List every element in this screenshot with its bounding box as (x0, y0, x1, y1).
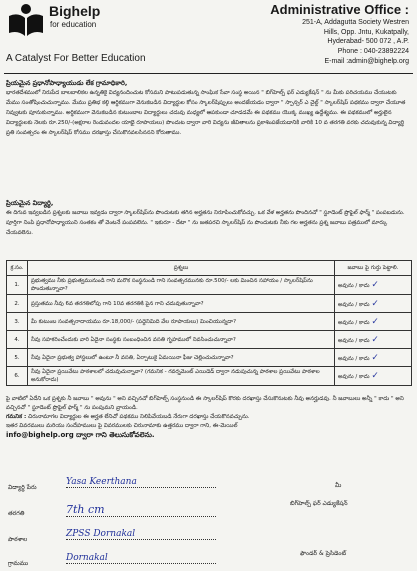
checkmark-icon: ✓ (371, 371, 379, 381)
brand-subtitle: for education (50, 20, 97, 29)
contact-email[interactable]: info@bighelp.org ద్వారా గాని తెలుసుకోవలెను. (6, 431, 155, 439)
eligibility-table (6, 260, 412, 386)
school-value[interactable]: ZPSS Dornakal (66, 529, 216, 540)
checkmark-icon: ✓ (371, 316, 379, 327)
row-number: 4. (7, 331, 28, 349)
bighelp-logo (6, 2, 46, 40)
signoff-label: మీ (335, 482, 342, 489)
no-option[interactable]: కాదు (359, 319, 370, 326)
intro-paragraph: భారతదేశములో నిరుపేద బాలబాలికల ఉన్నతికై విద్యనందించుట కోసమని పాటుపడుతున్న సాంఘిక సేవా సంస్థ అయిన " బిగ్‌హెల్ప్ ఫర్ ఎడ్యుకేషన్ " ను మీకు పరిచయము చేయుటకు మేము సంతోషించుచున్నాము. మేము ప్రతిభ కల్గి ఆర్థికముగా వెనుకబడిన విద్యార్థుల కోసం స్కాలర్‌షిప్పులు అందజేయడం ద్వారా " స్పాన్సర్ ఎ చైల్డ్ " స్కాలర్‌షిప్ పథకము ద్వారా చేయూత నివ్వుటకు పూనుకున్నాము. అర్థికముగా వెనుకబడిన కుటుంబాల విద్యార్థులు చదువు మధ్యలో ఆపకుండా చూడడమే ఈ పథకము యొక్క ముఖ్య ఉద్దేశ్యము. ఈ పథకములో అర్హులైన విద్యార్థులకు నెలకు రూ.250/-(అక్షరాల రెండువందల యాభై రూపాయలు) పొందుట ద్వారా వారి విద్యను జీవితాలను ప్రకాశింపజేయడానికి వారికి 10 వ తరగతి వరకు చదువుకున్న విద్యార్థి ప్రతి సంవత్సరం ఈ స్కాలర్‌షిప్ కోసము దరఖాస్తు చేసుకొనవలసిననని కోరుతాము. (6, 90, 406, 136)
yes-option[interactable]: అవును (338, 337, 354, 344)
question: ప్రస్తుతము నీవు 6వ తరగతిలోపు గాని 10వ తరగతికి పైన గాని చదువుతున్నావా? (28, 295, 335, 313)
yes-option[interactable]: అవును (338, 283, 354, 289)
yes-option[interactable]: అవును (338, 301, 354, 308)
question: నీవు సహకరించేందుకు వారి ఏదైనా సంస్థకు సంబంధించిన వసతి గృహములో నివసించుచున్నావా? (28, 331, 335, 349)
answer-cell[interactable]: అవును / కాదు ✓ (335, 295, 412, 313)
table-row (7, 276, 412, 295)
address-line: 251-A, Addagutta Society Westren (302, 19, 409, 26)
salutation-student: ప్రియమైన విద్యార్థి, (6, 199, 54, 207)
phone-line: Phone : 040-23892224 (337, 48, 409, 56)
col-questions: ప్రశ్నలు (28, 261, 335, 276)
answer-cell[interactable]: అవును / కాదు ✓ (335, 349, 412, 367)
student-section (6, 198, 411, 238)
answer-cell[interactable]: అవును / కాదు ✓ (335, 367, 412, 386)
office-address (209, 2, 409, 67)
no-option[interactable]: కాదు (359, 337, 370, 344)
no-option[interactable]: కాదు (359, 283, 370, 289)
checkmark-icon: ✓ (371, 334, 379, 345)
salutation-headmaster: ప్రియమైన ప్రధానోపాధ్యాయుడు లేక గ్రామాధికారి, (6, 79, 128, 87)
answer-cell[interactable]: అవును / కాదు ✓ (335, 313, 412, 331)
office-title: Administrative Office : (270, 2, 409, 17)
row-number: 6. (7, 367, 28, 386)
row-number: 1. (7, 276, 28, 295)
question: ప్రభుత్వము నీకు ప్రభుత్వమునుండి గాని మరొక సంస్థనుండి గాని సంవత్సరమునకు రూ.500/- లకు మించిన సహాయం / స్కాలర్‌షిప్‌ను పొందుతున్నావా? (28, 276, 335, 295)
yes-option[interactable]: అవును (338, 374, 354, 380)
student-name-label: విద్యార్థి పేరు (8, 484, 37, 491)
col-number: క్ర.సం. (7, 261, 28, 276)
note-text: చిరునామాగల విద్యార్థుల ఈ అర్హత లేనిచో పథకము నిలిపివేయబడి నేరుగా దరఖాస్తు చేయకొనవచ్చును. (28, 414, 250, 420)
yes-option[interactable]: అవును (338, 319, 354, 326)
address-line: Hills, Opp. Jntu, Kukatpally, (323, 28, 409, 36)
email-line: E-mail :admin@bighelp.org (324, 57, 409, 65)
checkmark-icon: ✓ (371, 298, 379, 309)
class-value[interactable]: 7th cm (66, 503, 216, 517)
question: మీ కుటుంబ సంవత్సరాదాయము రూ.18,000/- (పద్దెనిమిది వేల రూపాయలు) మించియున్నదా? (28, 313, 335, 331)
result-paragraph: పై వాటిలో ఏదేని ఒక ప్రశ్నకు నీ జవాబు " అవును " అని వచ్చినచో బిగ్‌హెల్ప్ సంస్థనుండి ఈ స్కాలర్‌షిప్ కొరకు దరఖాస్తు చేసుకొనుటకు నీవు అనర్హుడవు. నీ జవాబులు అన్నీ " కాదు " అని వచ్చినచో " స్టూడెంట్ ప్రొఫైల్ ఫార్మ్ " ను పంపుమని వ్రాయండి. (6, 396, 404, 411)
school-label: పాఠశాల (8, 536, 28, 543)
brand-name: Bighelp (49, 3, 101, 19)
founder-title: ఫౌండర్ & ప్రెసిడెంట్ (300, 550, 347, 557)
village-label: గ్రామము (8, 560, 29, 567)
no-option[interactable]: కాదు (359, 374, 370, 380)
tagline: A Catalyst For Better Education (6, 53, 146, 64)
checkmark-icon: ✓ (371, 280, 379, 290)
answer-cell[interactable]: అవును / కాదు ✓ (335, 331, 412, 349)
table-row (7, 313, 412, 331)
row-number: 5. (7, 349, 28, 367)
yes-option[interactable]: అవును (338, 355, 354, 362)
instruction-paragraph: ఈ దిగువ ఇవ్వబడిన ప్రశ్నలకు జవాబు ఇవ్వడం ద్వారా స్కాలర్‌షిప్‌ను పొందుటకు తగిన అర్హతను నిరూపించుకోవచ్చు. ఒక వేళ అర్హతను పొందినచో " స్టూడెంట్ ప్రొఫైల్ ఫార్మ్ " పంపబడును. పూర్తిగా నింపి ప్రధానోపాధ్యాయుని సంతకం తో వెంటనే పంపవలెను. " ఇకురూ - దేటా " ను జతపరచి స్కాలర్‌షిప్ ను పొందుటకు నీకు గల అర్హతను ప్రశ్న జవాబు పత్రములో మార్కు చేయవలెను. (6, 210, 405, 236)
row-number: 2. (7, 295, 28, 313)
student-name-value[interactable]: Yasa Keerthana (66, 477, 216, 488)
note-label: గమనిక : (6, 414, 27, 420)
org-signoff: బిగ్‌హెల్ప్ ఫర్ ఎడ్యుకేషన్ (290, 500, 348, 507)
address-line: Hyderabad- 500 072 , A.P. (327, 38, 409, 46)
row-number: 3. (7, 313, 28, 331)
contact-paragraph: ఇతర వివరములు మరియు సందేహములు పై వివరములకు చిరునామాకు ఉత్తరము ద్వారా గాని, ఈ-మెయిల్ (6, 423, 238, 429)
table-row (7, 367, 412, 386)
answer-cell[interactable]: అవును / కాదు ✓ (335, 276, 412, 295)
table-header (7, 261, 412, 276)
class-label: తరగతి (8, 510, 25, 517)
table-row (7, 349, 412, 367)
table-row (7, 295, 412, 313)
question: నీవు ఏదైనా ప్రయివేటు పాఠశాలలో చదువుచున్నావా? (గమనిక - గవర్నమెంట్ ఎయిడెడ్ ద్వారా నడుపుచున్న పాఠశాల ప్రయివేటు పాఠశాల అనుకోరాదు) (28, 367, 335, 386)
no-option[interactable]: కాదు (359, 355, 370, 362)
question: నీవు ఏదైనా ప్రభుత్వ హాస్టలులో ఉంటూ నీ వసతి, ఏర్పాటుకై ఏమయినా ఫీజు చెల్లించుచున్నావా? (28, 349, 335, 367)
no-option[interactable]: కాదు (359, 301, 370, 308)
intro-section (6, 78, 411, 138)
note (6, 413, 411, 422)
closing-section (6, 395, 411, 440)
header-divider (4, 73, 413, 74)
village-value[interactable]: Dornakal (66, 553, 216, 564)
checkmark-icon: ✓ (371, 352, 379, 363)
table-row (7, 331, 412, 349)
col-answer: జవాబు పై గుర్తు పెట్టాలి. (335, 261, 412, 276)
